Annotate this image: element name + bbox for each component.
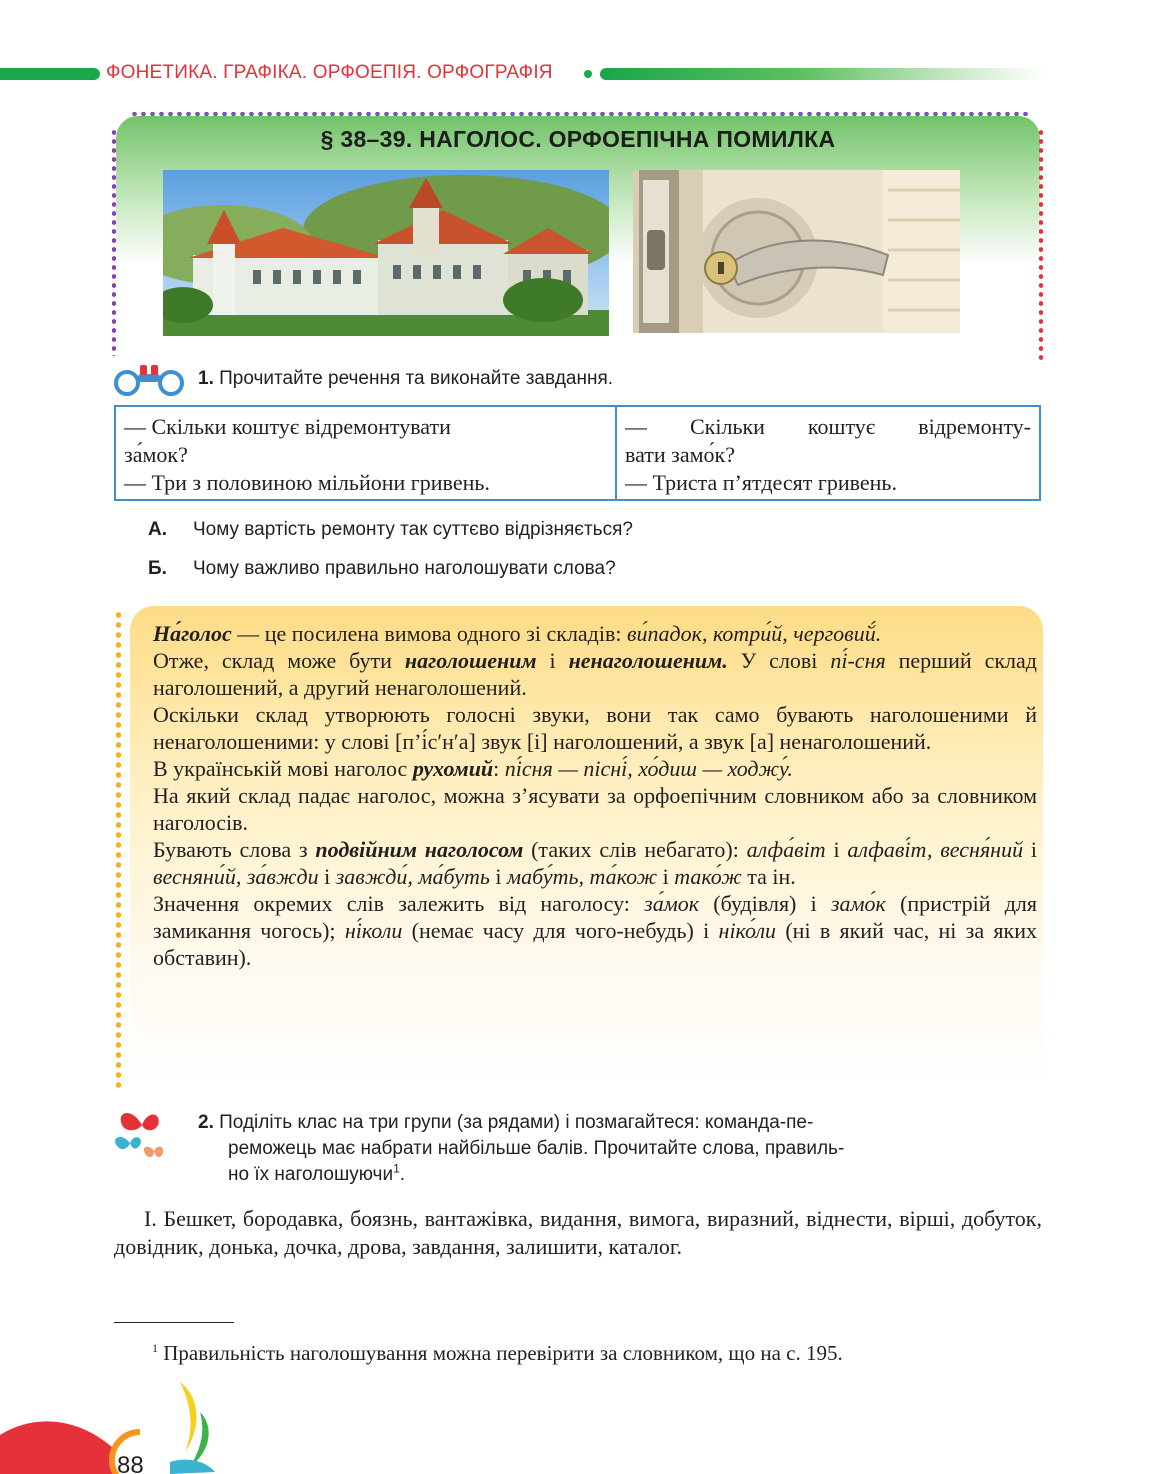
frame-dotted-right bbox=[1039, 128, 1043, 364]
exercise-1-instruction bbox=[198, 368, 613, 390]
dialogue-left-cell bbox=[116, 407, 617, 499]
rule-text-fragment: У слові bbox=[727, 648, 831, 673]
binoculars-icon bbox=[112, 362, 186, 401]
dialogue-right-line: — Скільки коштує відремонту- bbox=[625, 414, 1031, 439]
rule-example: завжди́, ма́буть bbox=[335, 864, 490, 889]
rule-text-fragment: Отже, склад може бути bbox=[153, 648, 405, 673]
footnote-text: Правильність наголошування можна перевірити за словником, що на с. 195. bbox=[158, 1341, 843, 1365]
rule-example: мабу́ть, та́кож bbox=[507, 864, 658, 889]
rule-text-fragment: Значення окремих слів залежить від наголосу: bbox=[153, 891, 645, 916]
word-list-text: І. Бешкет, бородавка, боязнь, вантажівка, видання, вимога, виразний, віднести, вірші, добуток, довідник, донька, дочка, дрова, завдання, залишити, каталог. bbox=[114, 1206, 1042, 1259]
rule-text-fragment: і bbox=[1023, 837, 1037, 862]
rule-text-fragment: Бувають слова з bbox=[153, 837, 316, 862]
exercise-2-instruction bbox=[198, 1110, 993, 1188]
leaf-ornament-icon bbox=[160, 1372, 220, 1474]
dialogue-right-cell bbox=[617, 407, 1039, 499]
section-title: § 38–39. НАГОЛОС. ОРФОЕПІЧНА ПОМИЛКА bbox=[320, 126, 836, 152]
rule-example: весняни́й, за́вжди bbox=[153, 864, 319, 889]
dialogue-left-line: — Три з половиною мільйони гривень. bbox=[124, 470, 490, 495]
dialogue-left-line: — Скільки коштує відремонтувати bbox=[124, 414, 451, 439]
rule-text-fragment: і bbox=[318, 864, 336, 889]
term-stressed: наголошеним bbox=[404, 648, 537, 673]
rule-example: за́мок bbox=[644, 891, 700, 916]
word-list bbox=[114, 1205, 1042, 1261]
exercise-1-text: Прочитайте речення та виконайте завдання. bbox=[219, 368, 614, 389]
rule-text-fragment: і bbox=[657, 864, 675, 889]
rule-text-fragment: (пристрій для замикання чогось); bbox=[153, 891, 1037, 943]
rule-text-fragment: (ні в який час, ні за яких обставин). bbox=[153, 918, 1037, 970]
rule-box-dotted-border bbox=[116, 610, 121, 1088]
castle-photo bbox=[163, 170, 609, 336]
exercise-2-line bbox=[198, 1162, 993, 1188]
rule-text-fragment: та ін. bbox=[741, 864, 796, 889]
rule-examples: ви́падок, котри́й, черговий́. bbox=[627, 621, 882, 646]
header-accent-line-left bbox=[0, 68, 100, 80]
header-dot bbox=[584, 70, 592, 78]
exercise-2-text: Поділіть клас на три групи (за рядами) і позмагайтеся: команда-пе- bbox=[219, 1112, 814, 1133]
rule-example: алфа́віт bbox=[746, 837, 826, 862]
rule-text-fragment: (немає часу для чого-небудь) і bbox=[402, 918, 719, 943]
term-double-stress: подвійним наголосом bbox=[315, 837, 524, 862]
exercise-2-text: . bbox=[399, 1164, 406, 1185]
exercise-2-line bbox=[198, 1110, 993, 1136]
rule-paragraph-4 bbox=[153, 755, 1037, 782]
rule-paragraph-5: На який склад падає наголос, можна з’ясувати за орфоепічним словником або за словником наголосів. bbox=[153, 783, 1037, 835]
term-unstressed: ненаголошеним. bbox=[568, 648, 728, 673]
exercise-1-number: 1. bbox=[198, 368, 214, 389]
rule-text bbox=[153, 620, 1037, 971]
rule-text-fragment: В українській мові наголос bbox=[153, 756, 413, 781]
frame-dotted-left bbox=[112, 128, 116, 356]
rule-paragraph-1 bbox=[153, 620, 1037, 647]
rule-example: ні́коли bbox=[344, 918, 403, 943]
question-a bbox=[148, 519, 633, 541]
rule-text-fragment: перший склад наголошений, а другий ненаголошений. bbox=[153, 648, 1037, 700]
footnote bbox=[152, 1341, 843, 1366]
rule-text-fragment: і bbox=[489, 864, 508, 889]
rule-example: пі́-сня bbox=[830, 648, 886, 673]
frame-dotted-top bbox=[130, 112, 1030, 116]
footnote-separator bbox=[114, 1322, 234, 1323]
running-header: ФОНЕТИКА. ГРАФІКА. ОРФОЕПІЯ. ОРФОГРАФІЯ bbox=[106, 62, 553, 83]
term-nagolos: На́голос bbox=[153, 621, 232, 646]
dialogue-right-line: вати замо́к? bbox=[625, 442, 736, 467]
question-b bbox=[148, 558, 616, 580]
page-number: 88 bbox=[117, 1452, 144, 1474]
rule-paragraph-6 bbox=[153, 836, 1037, 890]
header-accent-line-right bbox=[600, 68, 1045, 80]
butterflies-icon bbox=[112, 1105, 172, 1170]
rule-text-fragment: і bbox=[825, 837, 848, 862]
rule-text-fragment: — це посилена вимова одного зі складів: bbox=[231, 621, 627, 646]
question-a-text: Чому вартість ремонту так суттєво відрізняється? bbox=[193, 519, 633, 540]
rule-example: тако́ж bbox=[674, 864, 742, 889]
question-b-label: Б. bbox=[148, 558, 167, 579]
rule-example: замо́к bbox=[830, 891, 886, 916]
door-lock-photo bbox=[633, 170, 960, 333]
rule-example: ніко́ли bbox=[718, 918, 777, 943]
question-a-label: А. bbox=[148, 519, 167, 540]
dialogue-left-line: за́мок? bbox=[124, 442, 188, 467]
rule-text-fragment: і bbox=[536, 648, 569, 673]
dialogue-right-line: — Триста п’ятдесят гривень. bbox=[625, 470, 897, 495]
footnote-mark: 1 bbox=[152, 1341, 158, 1355]
rule-text-fragment: (будівля) і bbox=[699, 891, 831, 916]
rule-paragraph-3: Оскільки склад утворюють голосні звуки, вони так само бувають наголошеними й ненаголошеними: у слові [п’і́с′н′а] звук [і] наголошений, а звук [а] ненаголошений. bbox=[153, 702, 1037, 754]
rule-example: пі́сня — пісні́, хо́диш — ходжу́. bbox=[504, 756, 793, 781]
dialogue-table bbox=[114, 405, 1041, 501]
rule-example: алфаві́т, весня́ний bbox=[847, 837, 1024, 862]
question-b-text: Чому важливо правильно наголошувати слова? bbox=[193, 558, 616, 579]
exercise-2-line: реможець має набрати найбільше балів. Прочитайте слова, правиль- bbox=[228, 1138, 845, 1159]
exercise-2-text: но їх наголошуючи bbox=[228, 1164, 394, 1185]
rule-text-fragment: (таких слів небагато): bbox=[523, 837, 747, 862]
rule-paragraph-7 bbox=[153, 890, 1037, 971]
rule-paragraph-2 bbox=[153, 647, 1037, 701]
exercise-2-number: 2. bbox=[198, 1112, 214, 1133]
term-movable: рухомий bbox=[412, 756, 494, 781]
footnote-reference: 1 bbox=[393, 1161, 400, 1176]
rule-text-fragment: : bbox=[493, 756, 505, 781]
